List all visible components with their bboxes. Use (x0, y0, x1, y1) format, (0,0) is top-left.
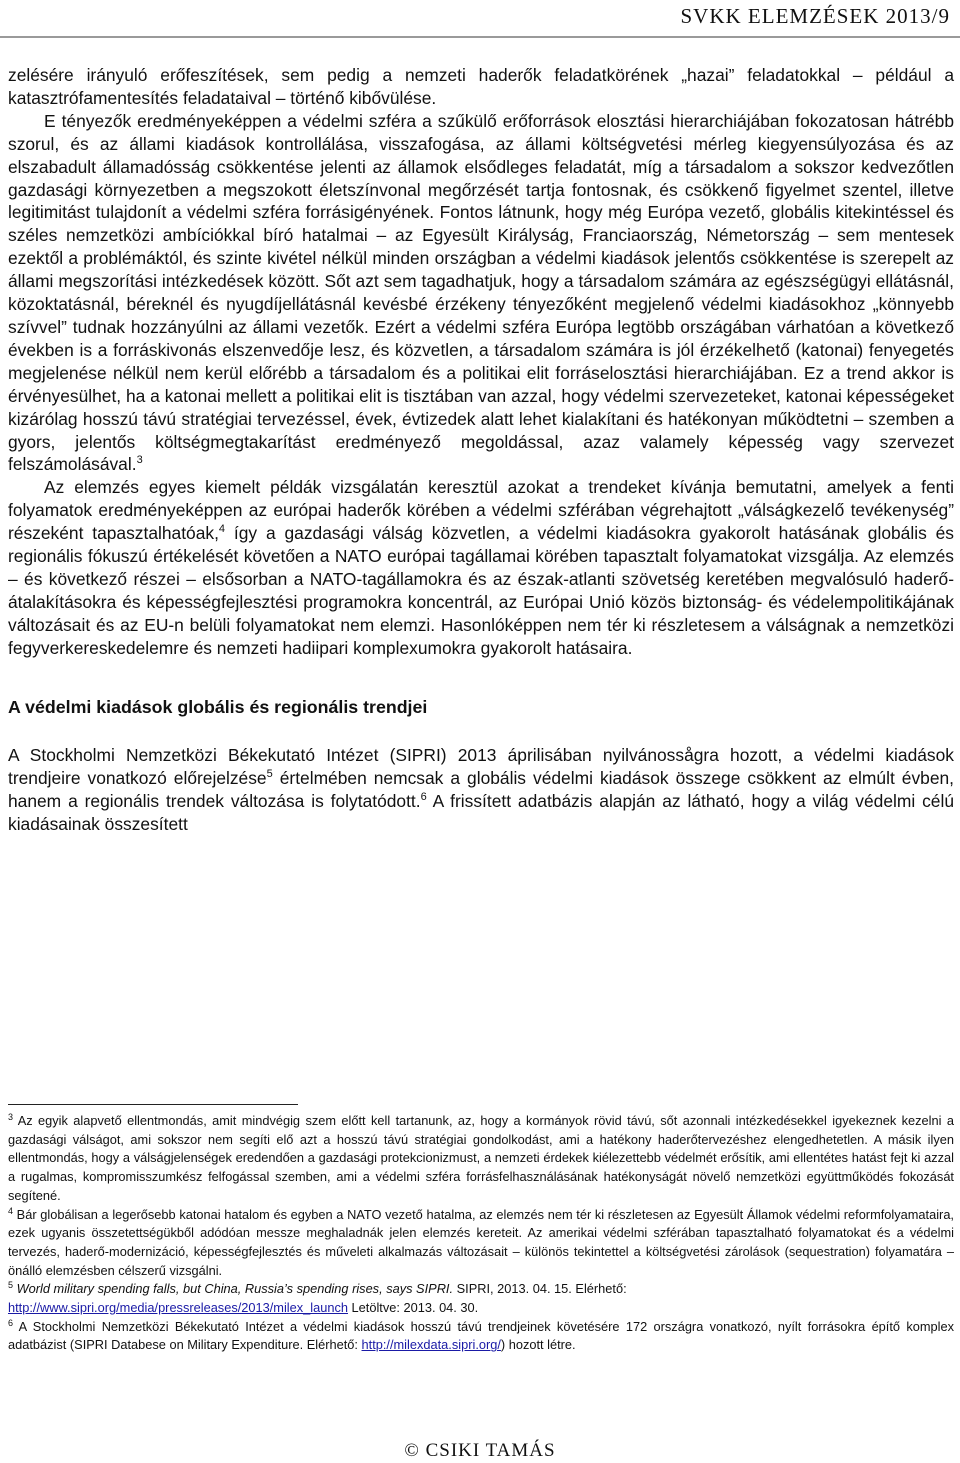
paragraph (8, 476, 954, 659)
footnote-ref-5[interactable]: 5 (266, 768, 273, 781)
footnote-ref-3[interactable]: 3 (136, 454, 143, 467)
footnote-4 (8, 1206, 954, 1281)
footnote-source-title: World military spending falls, but China, Russia’s spending rises, says SIPRI. (16, 1281, 454, 1297)
page-header (0, 2, 960, 38)
milexdata-link[interactable]: http://milexdata.sipri.org/ (361, 1337, 501, 1353)
page-footer (0, 1440, 960, 1462)
footnote-text: SIPRI, 2013. 04. 15. Elérhető: (453, 1281, 627, 1297)
footnotes (8, 1112, 954, 1355)
footnote-6 (8, 1318, 954, 1355)
footnote-text: Letöltve: 2013. 04. 30. (348, 1300, 479, 1316)
footnote-number: 3 (8, 1112, 14, 1122)
footnote-3 (8, 1112, 954, 1206)
footnote-text: Az egyik alapvető ellentmondás, amit mindvégig szem előtt kell tartanunk, az, hogy a kormányok rövid távú, sőt azonnali intézkedésekkel igyekeznek kezelni a gazdasági válságot, ami sokszor nem segíti elő azt a hosszú távú stratégiai gondolkodást, ami a hatékony haderőtervezéshez elengedhetetlen. A másik ilyen ellentmondás, hogy a válságjelenségek eredendően a gazdasági protekcionizmust, a nemzeti érdekek kiélezettebb védelmét erősítik, ami ellentétes hatást fejt ki azzal a rugalmas, kompromisszumkész felfogással szemben, ami a védelmi szféra forrásfelhasználásának hatékonyságát növelő nemzetközi együttműködés fokozását segítené. (8, 1113, 954, 1203)
footnote-number: 6 (8, 1317, 14, 1328)
paragraph-text: így a gazdasági válság közvetlen, a védelmi kiadásokra gyakorolt hatásának globális és regionális fókuszú értékelését követően a NATO európai tagállamai körében tapasztalt folyamatokat vizsgálja. Az elemzés – és következő részei – elsősorban a NATO-tagállamokra és az észak-atlanti szövetség keretében megvalósuló haderő-átalakításokra és képességfejlesztési programokra koncentrál, az Európai Unió közös biztonság- és védelempolitikájának változásait és az EU-n belüli folyamatokat nem elemzi. Hasonlóképpen nem tér ki részletesem a válságnak a nemzetközi fegyverkereskedelemre és nemzeti hadiipari komplexumokra gyakorolt hatásaira. (8, 523, 954, 658)
paragraph-text: értelmében nemcsak a globális védelmi kiadások összege csökkent az elmúlt évben, hanem a regionális trendek változása is folytatódott. (8, 768, 954, 812)
sipri-press-link[interactable]: http://www.sipri.org/media/pressreleases/2013/milex_launch (8, 1300, 348, 1316)
paragraph-text: Az elemzés egyes kiemelt példák vizsgálatán keresztül azokat a trendeket kívánja bemutatni, amelyek a fenti folyamatok eredményeképpen az európai haderők körében a védelmi szférában végrehajtott „válságkezelő tevékenység” részeként tapasztalhatóak, (8, 477, 954, 544)
footnote-number: 4 (8, 1205, 14, 1216)
paragraph (8, 110, 954, 477)
footnote-separator (8, 1104, 298, 1105)
footnote-text: ) hozott létre. (500, 1337, 576, 1353)
paragraph-text: A Stockholmi Nemzetközi Békekutató Intézet (SIPRI) 2013 áprilisában nyilvánossågra hozott, a védelmi kiadások trendjeire vonatkozó előrejelzése (8, 745, 954, 789)
footnote-ref-4[interactable]: 4 (218, 523, 226, 536)
author-credit: © CSIKI TAMÁS (404, 1440, 556, 1461)
footnote-number: 5 (8, 1280, 14, 1291)
publication-title: SVKK ELEMZÉSEK 2013/9 (680, 4, 950, 28)
section-heading: A védelmi kiadások globális és regionális trendjei (8, 696, 428, 717)
paragraph-text: E tényezők eredményeképpen a védelmi szféra a szűkülő erőforrások elosztási hierarchiájában fokozatosan hátrébb szorul, és az állami kiadások kontrollálása, visszafogása, az állami költségvetési mérleg kiegyensúlyozása és az elszabadult államadósság csökkentése jelenti az államok elsődleges feladatát, míg a társadalom a sokszor kedvezőtlen gazdasági környezetben a megszokott életszínvonal megőrzését tartja fontosnak, és csökkenő figyelmet szentel, illetve legitimitást tulajdonít a védelmi szféra forrásigényének. Fontos látnunk, hogy még Európa vezető, globális kitekintéssel és széles nemzetközi ambíciókkal bíró hatalmai – az Egyesült Királyság, Franciaország, Németország – sem mentesek ezektől a problémáktól, és szinte kivétel nélkül minden országban a védelmi kiadások jelentős csökkentése is szerepelt az állami megszorítási intézkedések között. Sőt azt sem tagadhatjuk, hogy a társadalom számára az egészségügyi ellátásnál, közoktatásnál, béreknél és nyugdíjellátásnál kevésbé érzékeny tényezőként megjelenő védelmi kiadásokhoz „könnyebb szívvel” tudnak hozzányúlni az állami vezetők. Ezért a védelmi szféra Európa legtöbb országában várhatóan a következő években is a forráskivonás elszenvedője lesz, és közvetlen, a társadalom számára is jól érzékelhető (katonai) fenyegetés megjelenése nélkül nem kerül előrébb a társadalom és a politikai elit forráselosztási hierarchiájában. Ez a trend akkor is érvényesülhet, ha a katonai mellett a politikai elit is tisztában van azzal, hogy védelmi szervezeteket, katonai képességeket kizárólag hosszú távú stratégiai tervezéssel, évek, évtizedek alatt lehet kialakítani és hatékonyan működtetni – szemben a gyors, jelentős költségmegtakarítást eredményező megoldással, azaz valamely képesség vagy szervezet felszámolásával. (8, 110, 954, 475)
paragraph-continuation: zelésére irányuló erőfeszítések, sem pedig a nemzeti haderők feladatkörének „hazai” feladatokkal – például a katasztrófamentesítés feladataival – történő kibővülése. (8, 65, 954, 108)
paragraph-text: A frissített adatbázis alapján az látható, hogy a világ védelmi célú kiadásainak összesített (8, 791, 954, 835)
footnote-text: Bár globálisan a legerősebb katonai hatalom és egyben a NATO vezető hatalma, az elemzés nem tér ki részletesen az Egyesült Államok védelmi reformfolyamataira, ezek ugyanis összetettségükből adódóan messze meghaladnák jelen elemzés kereteit. Az amerikai védelmi szférában tapasztalható folyamatokat és a védelmi tervezés, haderő-modernizáció, képességfejlesztés és műveleti alkalmazás változásait – különös tekintettel a költségvetési zárolások (sequestration) folyamatára – önálló elemzésben célszerű vizsgálni. (8, 1206, 954, 1278)
main-text (8, 64, 954, 836)
footnote-text: A Stockholmi Nemzetközi Békekutató Intézet a védelmi kiadások hosszú távú trendjeinek követésére 172 országra vonatkozó, nyílt forrásokra építő komplex adatbázist (SIPRI Databese on Military Expenditure. Elérhető: (8, 1318, 954, 1353)
footnote-5 (8, 1280, 954, 1317)
paragraph (8, 744, 954, 836)
footnote-ref-6[interactable]: 6 (420, 791, 427, 804)
